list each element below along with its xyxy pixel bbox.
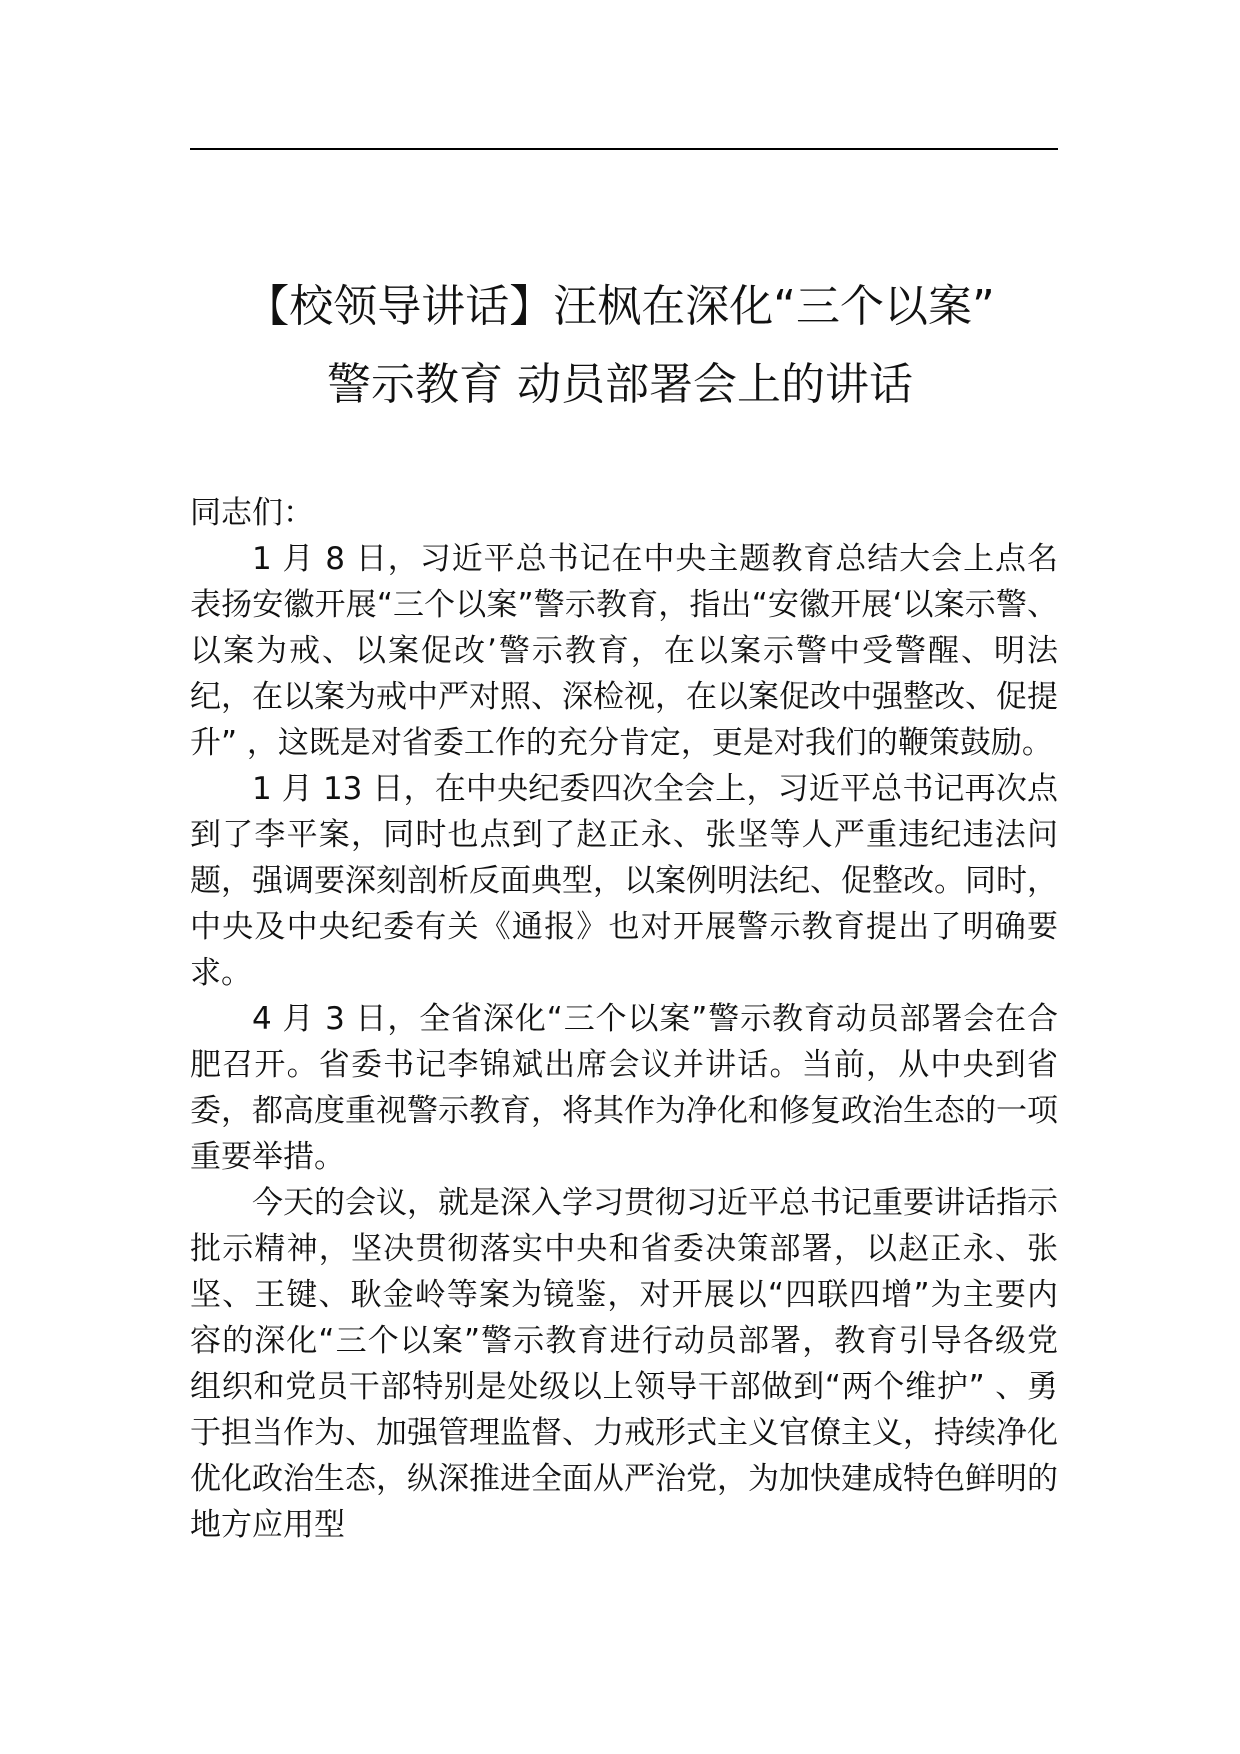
header-rule — [190, 148, 1058, 150]
paragraph-3: 4 月 3 日，全省深化“三个以案”警示教育动员部署会在合肥召开。省委书记李锦斌出席会议并讲话。当前，从中央到省委，都高度重视警示教育，将其作为净化和修复政治生态的一项重要举措。 — [190, 1001, 1058, 1175]
document-title — [150, 268, 1090, 424]
document-body — [190, 490, 1058, 1548]
paragraph-2: 1 月 13 日，在中央纪委四次全会上，习近平总书记再次点到了李平案，同时也点到了赵正永、张坚等人严重违纪违法问题，强调要深刻剖析反面典型，以案例明法纪、促整改。同时，中央及中央纪委有关《通报》也对开展警示教育提出了明确要求。 — [190, 771, 1058, 991]
title-line-2: 警示教育 动员部署会上的讲话 — [327, 359, 913, 410]
title-line-1: 【校领导讲话】汪枫在深化“三个以案” — [245, 281, 995, 332]
paragraph-1: 1 月 8 日，习近平总书记在中央主题教育总结大会上点名表扬安徽开展“三个以案”警示教育，指出“安徽开展‘以案示警、以案为戒、以案促改’警示教育，在以案示警中受警醒、明法纪，在以案为戒中严对照、深检视，在以案促改中强整改、促提升” ，这既是对省委工作的充分肯定，更是对我们的鞭策鼓励。 — [190, 541, 1058, 761]
paragraph-4: 今天的会议，就是深入学习贯彻习近平总书记重要讲话指示批示精神，坚决贯彻落实中央和省委决策部署，以赵正永、张坚、王键、耿金岭等案为镜鉴，对开展以“四联四增”为主要内容的深化“三个以案”警示教育进行动员部署，教育引导各级党组织和党员干部特别是处级以上领导干部做到“两个维护” 、勇于担当作为、加强管理监督、力戒形式主义官僚主义，持续净化优化政治生态，纵深推进全面从严治党，为加快建成特色鲜明的地方应用型 — [190, 1185, 1058, 1543]
salutation: 同志们： — [190, 495, 314, 531]
